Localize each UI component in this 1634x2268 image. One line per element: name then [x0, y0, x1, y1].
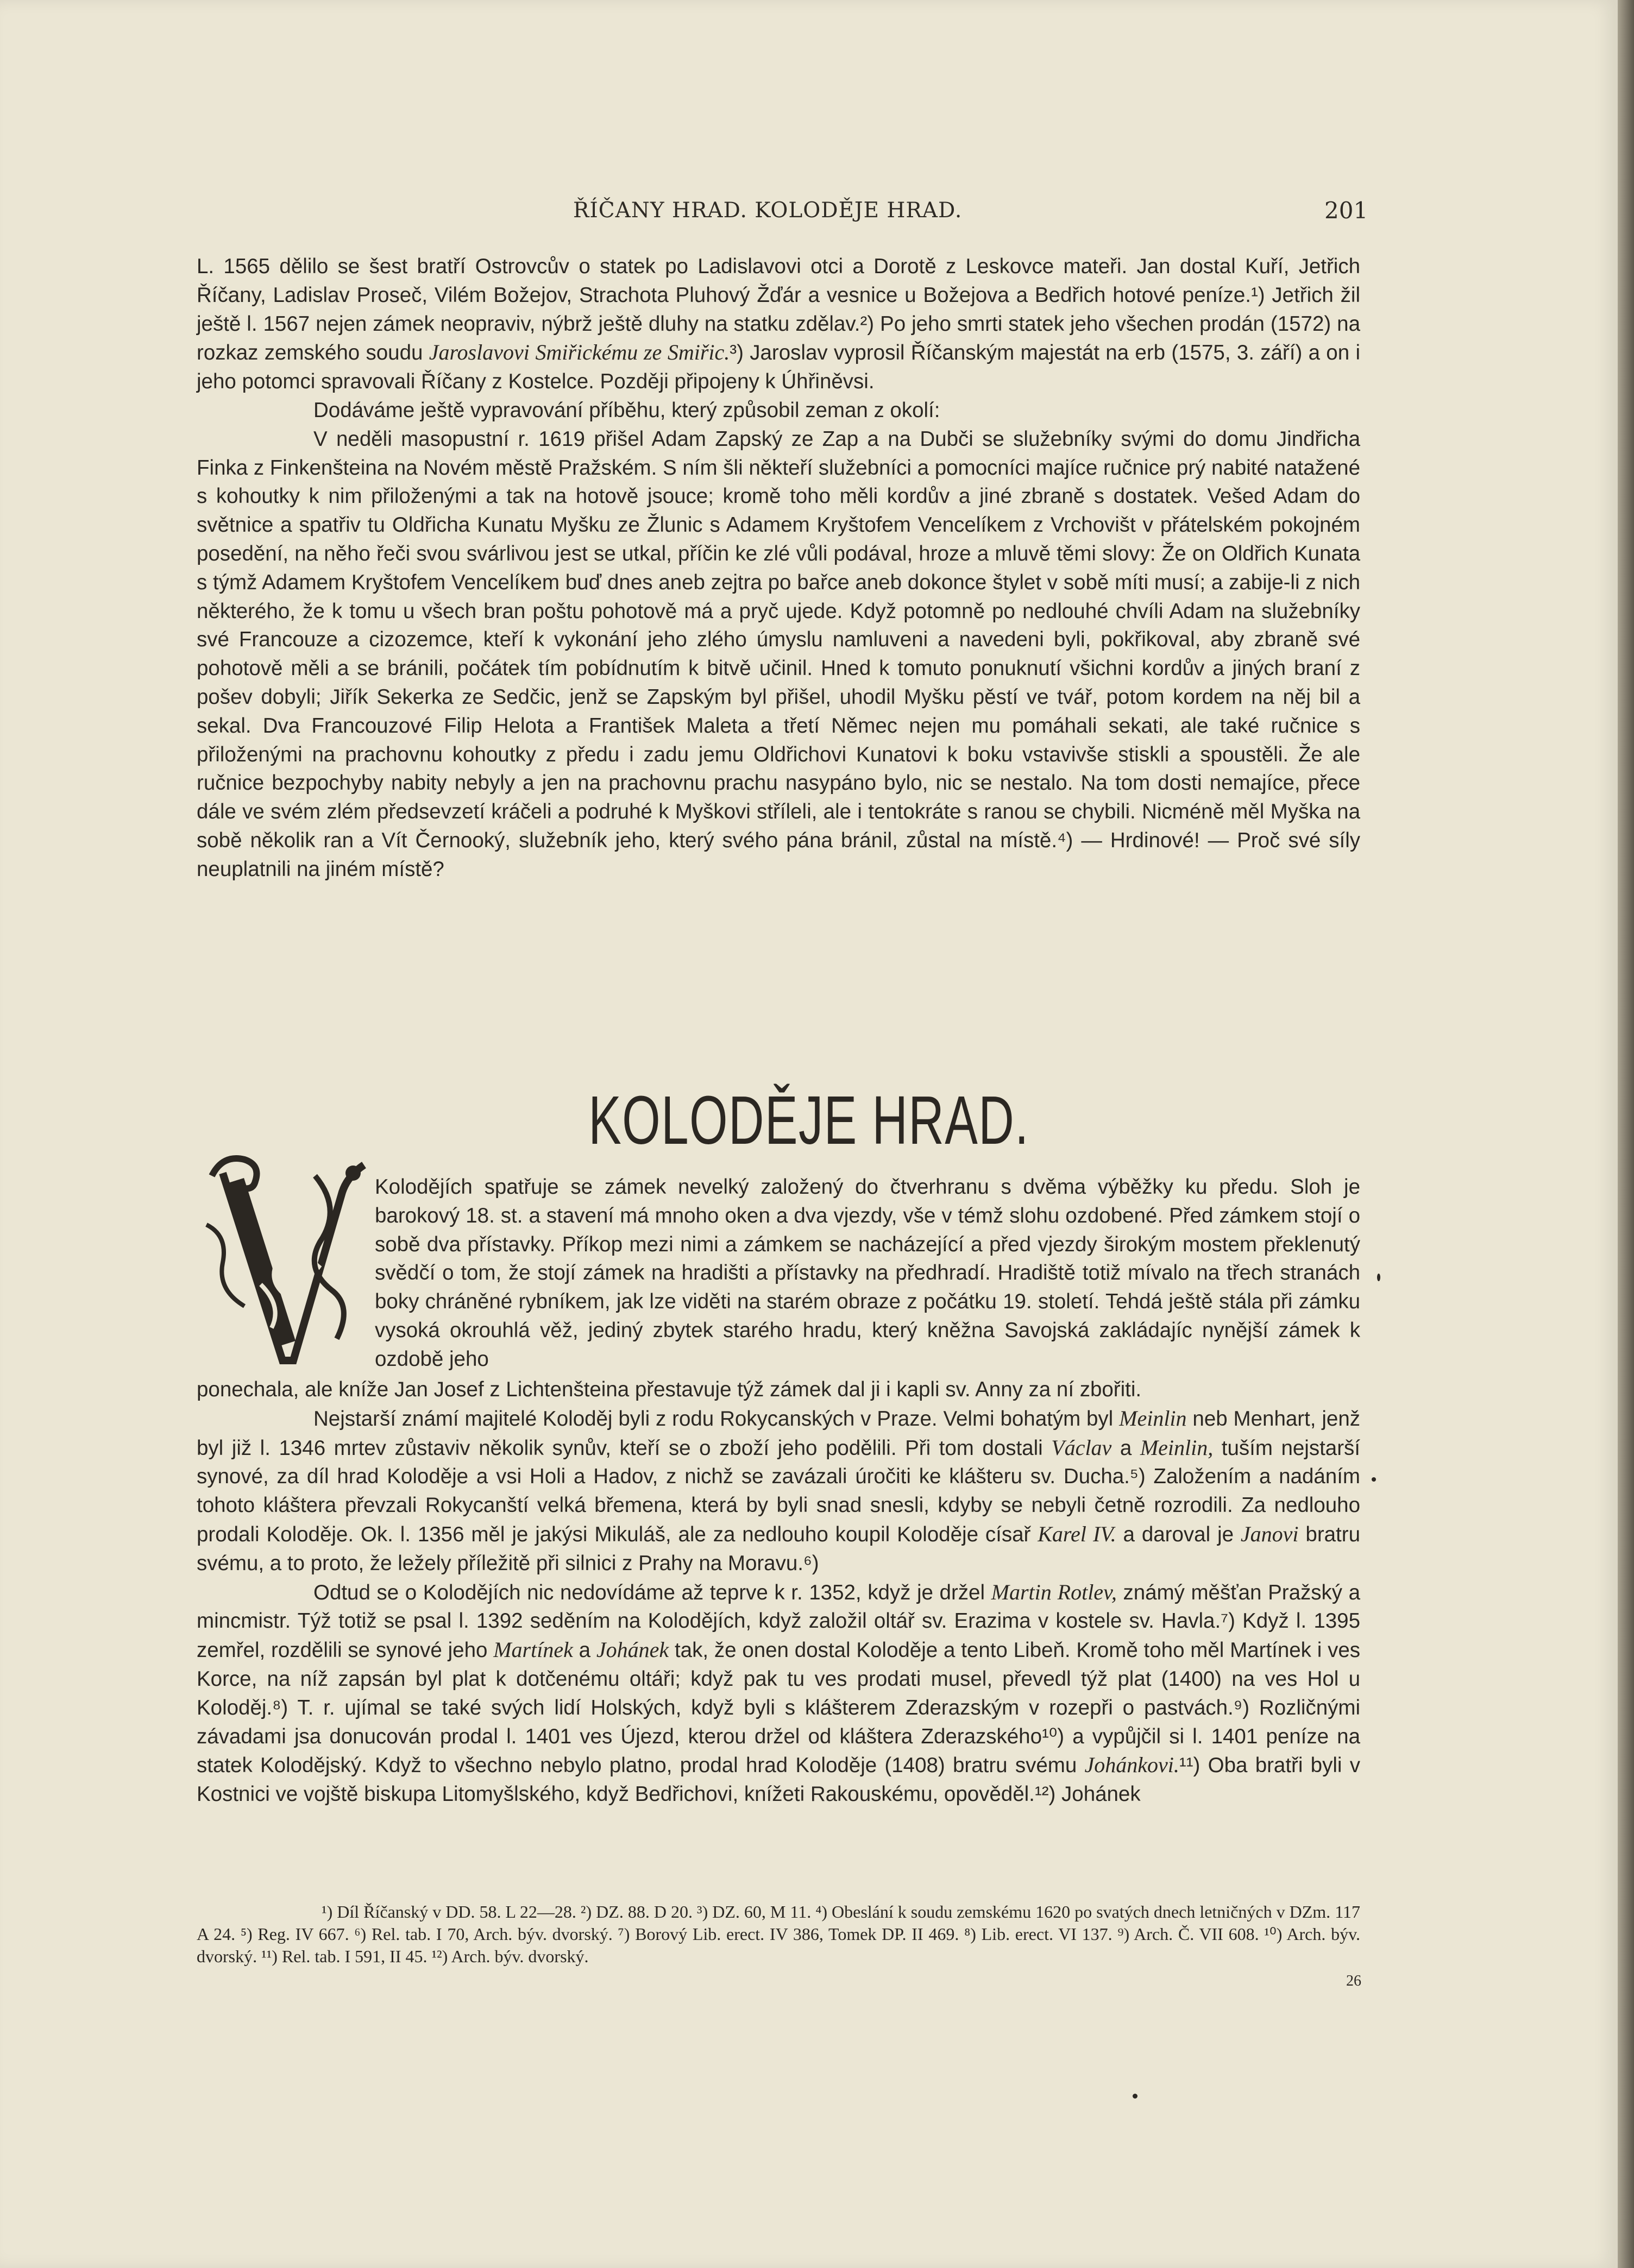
signature-mark: 26: [1346, 1973, 1361, 1989]
drop-cap-paragraph: Kolodějích spatřuje se zámek nevelký založený do čtverhranu s dvěma výběžky ku předu. Sloh je barokový 18. st. a stavení má mnoho oken a dva vjezdy, vše v témž slohu ozdobené. Před zámkem stojí o sobě dva přístavky. Příkop mezi nimi a zámkem se nacházející a před vjezdy širokým mostem překlenutý svědčí o tom, že stojí zámek na hradišti a přístavky na předhradí. Hradiště totiž mívalo na třech stranách boky chráněné rybníkem, jak lze viděti na starém obraze z počátku 19. století. Tehdá ještě stála při zámku vysoká okrouhlá věž, jediný zbytek starého hradu, který kněžna Savojská zakládajíc nynější zámek k ozdobě jeho: [375, 1175, 1360, 1371]
section-title: KOLODĚJE HRAD.: [588, 1082, 1029, 1158]
speck: [1377, 1274, 1380, 1281]
paragraph-6: Odtud se o Kolodějích nic nedovídáme až teprve k r. 1352, když je držel Martin Rotlev, známý měšťan Pražský a mincmistr. Týž totiž se psal l. 1392 seděním na Kolodějích, když založil oltář sv. Erazima v kostele sv. Havla.⁷) Když l. 1395 zemřel, rozdělili se synové jeho Martínek a Johánek tak, že onen dostal Koloděje a tento Libeň. Kromě toho měl Martínek i ves Korce, na níž zapsán byl plat k dotčenému oltáři; když pak tu ves prodati musel, převedl týž plat (1400) na ves Hol u Koloděj.⁸) T. r. ujímal se také svých lidí Holských, když byli s klášterem Zderazským v rozepři o pastvách.⁹) Rozličnými závadami jsa donucován prodal l. 1401 ves Újezd, kterou držel od kláštera Zderazského¹⁰) a vypůjčil si l. 1401 peníze na statek Kolodějský. Když to všechno nebylo platno, prodal hrad Koloděje (1408) bratru svému Johánkovi.¹¹) Oba bratři byli v Kostnici ve vojště biskupa Litomyšlského, když Bedřichovi, knížeti Rakouskému, opověděl.¹²) Johánek: [197, 1579, 1361, 1806]
speck: [1133, 2094, 1137, 2099]
ornamental-initial-v: [201, 1143, 369, 1382]
paragraph-1: L. 1565 dělilo se šest bratří Ostrovcův o statek po Ladislavovi otci a Dorotě z Leskovce mateři. Jan dostal Kuří, Jetřich Říčany, Ladislav Proseč, Vilém Božejov, Strachota Pluhový Žďár a vesnice u Božejova a Bedřich hotové peníze.¹) Jetřich žil ještě l. 1567 nejen zámek neopraviv, nýbrž ještě dluhy na statku zdělav.²) Po jeho smrti statek jeho všechen prodán (1572) na rozkaz zemského soudu Jaroslavovi Smiřickému ze Smiřic.³) Jaroslav vyprosil Říčanským majestát na erb (1575, 3. září) a on i jeho potomci spravovali Říčany z Kostelce. Později připojeny k Úhřiněvsi.: [197, 255, 1361, 394]
italic-name: Jaroslavovi Smiřickému ze Smiřic.: [429, 340, 730, 365]
book-binding-edge: [1618, 0, 1634, 2268]
drop-paragraph-end: ponechala, ale kníže Jan Josef z Lichtenšteina přestavuje týž zámek dal ji i kapli sv. Anny za ní zbořiti.: [197, 1378, 1142, 1401]
body-text-top: [197, 253, 1360, 884]
body-text-bottom: [197, 1376, 1360, 1809]
speck: [1372, 1477, 1376, 1482]
paragraph-3: V neděli masopustní r. 1619 přišel Adam Zapský ze Zap a na Dubči se služebníky svými do domu Jindřicha Finka z Finkenšteina na Novém městě Pražském. S ním šli někteří služebníci a pomocníci majíce ručnice prý nabité natažené s kohoutky k nim přiloženými a tak na hotově jsouce; kromě toho měli kordův a jiné zbraně s dostatek. Vešed Adam do světnice a spatřiv tu Oldřicha Kunatu Myšku ze Žlunic s Adamem Kryštofem Vencelíkem z Vrchovišt v přátelském pokojném posedění, na něho řeči svou svárlivou jest se utkal, příčin ke zlé vůli podával, hroze a mluvě těmi slovy: Že on Oldřich Kunata s týmž Adamem Kryštofem Vencelíkem buď dnes aneb zejtra po bařce aneb dokonce štylet v sobě míti musí; a zabije-li z nich některého, že k tomu u všech bran poštu pohotově má a pryč ujede. Když potomně po nedlouhé chvíli Adam na služebníky své Francouze a cizozemce, kteří k vykonání jeho zlého úmyslu namluveni a navedeni byli, pokřikoval, aby zbraně své pohotově měli a se bránili, počátek tím pobídnutím k bitvě učinil. Hned k tomuto ponuknutí všichni kordův a jiných braní z pošev dobyli; Jiřík Sekerka ze Sedčic, jenž se Zapským byl přišel, uhodil Myšku pěstí ve tvář, potom kordem na něj bil a sekal. Dva Francouzové Filip Helota a František Maleta a třetí Němec nejen mu pomáhali sekati, ale také ručnice s přiloženými na prachovnu kohoutky z předu i zadu jemu Oldřichovi Kunatovi k boku vstavivše stiskli a spoustěli. Že ale ručnice bezpochyby nabity nebyly a jen na prachovnu prachu nasypáno bylo, nic se nestalo. Na tom dosti nemajíce, přece dále ve svém zlém předsevzetí kráčeli a podruhé k Myškovi stříleli, ale i tentokráte s ranou se chybili. Nicméně měl Myška na sobě několik ran a Vít Černooký, služebník jeho, který svého pána bránil, zůstal na místě.⁴) — Hrdinové! — Proč své síly neuplatnili na jiném místě?: [197, 427, 1360, 881]
paragraph-5: Nejstarší známí majitelé Koloděj byli z rodu Rokycanských v Praze. Velmi bohatým byl Meinlin neb Menhart, jenž byl již l. 1346 mrtev zůstaviv několik synův, kteří se o zboží jeho podělili. Při tom dostali Václav a Meinlin, tuším nejstarší synové, za díl hrad Koloděje a vsi Holi a Hadov, z nichž se zavázali úročiti ke klášteru sv. Ducha.⁵) Založením a nadáním tohoto kláštera převzali Rokycanští velká břemena, která by byli snad snesli, kdyby se nebyli četně rozrodili. Za nedlouho prodali Koloděje. Ok. l. 1356 měl je jakýsi Mikuláš, ale za nedlouho koupil Koloděje císař Karel IV. a daroval je Janovi bratru svému, a to proto, že ležely příležitě při silnici z Prahy na Moravu.⁶): [197, 1406, 1360, 1575]
paragraph-2: Dodáváme ještě vypravování příběhu, který způsobil zeman z okolí:: [313, 398, 940, 422]
footnotes: ¹) Díl Říčanský v DD. 58. L 22—28. ²) DZ. 88. D 20. ³) DZ. 60, M 11. ⁴) Obeslání k soudu zemskému 1620 po svatých dnech letničných v DZm. 117 A 24. ⁵) Reg. IV 667. ⁶) Rel. tab. I 70, Arch. býv. dvorský. ⁷) Borový Lib. erect. IV 386, Tomek DP. II 469. ⁸) Lib. erect. VI 137. ⁹) Arch. Č. VII 608. ¹⁰) Arch. býv. dvorský. ¹¹) Rel. tab. I 591, II 45. ¹²) Arch. býv. dvorský.: [197, 1902, 1360, 1966]
running-header: ŘÍČANY HRAD. KOLODĚJE HRAD.: [573, 198, 963, 223]
page-number: 201: [1324, 197, 1368, 224]
